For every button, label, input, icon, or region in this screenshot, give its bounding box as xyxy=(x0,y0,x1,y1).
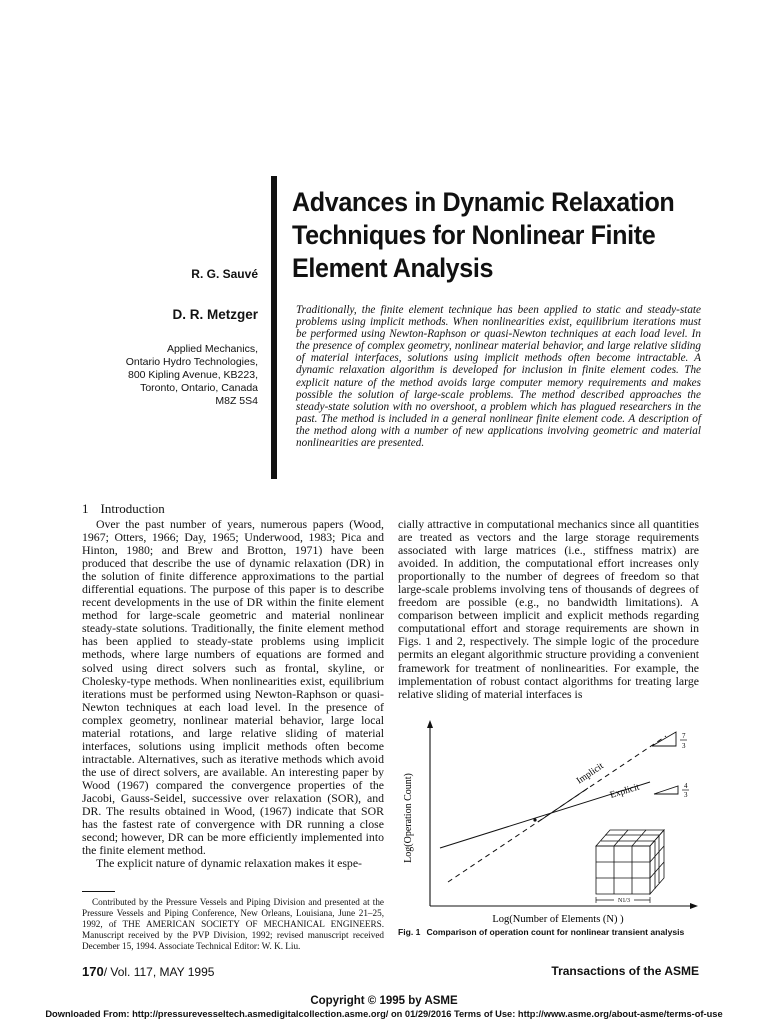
y-axis-label: Log(Operation Count) xyxy=(403,773,414,863)
paragraph: Over the past number of years, numerous papers (Wood, 1967; Otters, 1966; Day, 1965; Underwood, 1983; Pica and Hinton, 1980; and Brew and Brotton, 1971) have been produced that describe the use of dynamic relaxation (DR) in the solution of finite difference approximations to the partial differential equations. The purpose of this paper is to describe recent developments in the use of DR within the finite element method for large-scale geometric and material nonlinear steady-state solutions. Traditionally, the finite element method has been applied to steady-state problems using implicit methods, where large numbers of equations are formed and solved using direct solvers such as frontal, skyline, or Cholesky-type methods. When nonlinearities exist, equilibrium iterations must be performed using Newton-Raphson or quasi-Newton techniques at each load level. In the presence of complex geometry, nonlinear material behavior, large local material rotations, and large relative sliding of material interfaces, solutions using implicit methods often become intractable. Alternatives, such as iterative methods which avoid the use of direct solvers, are available. An interesting paper by Wood (1967) compared the convergence properties of the Jacobi, Gauss-Seidel, successive over relaxation (SOR), and DR. The results obtained in Wood, (1967) indicate that SOR has the fastest rate of convergence with DR running a close second; however, DR can be more efficiently implemented into the finite element method. xyxy=(82,517,384,858)
affiliation-line: Toronto, Ontario, Canada M8Z 5S4 xyxy=(140,382,258,407)
cube-dimension-label: N1/3 xyxy=(618,898,630,904)
author-sauve: R. G. Sauvé xyxy=(191,267,258,281)
x-axis-arrow xyxy=(690,903,698,909)
caption-text: Comparison of operation count for nonlinear transient analysis xyxy=(426,927,685,937)
figure-caption xyxy=(398,927,700,938)
implicit-slope-triangle xyxy=(652,732,676,746)
section-heading xyxy=(82,501,165,517)
section-title: Introduction xyxy=(100,501,165,516)
paragraph: The explicit nature of dynamic relaxation makes it espe- xyxy=(96,856,362,871)
title-line: Advances in Dynamic Relaxation xyxy=(292,187,675,217)
x-axis-label: Log(Number of Elements (N) ) xyxy=(492,914,624,925)
affiliation-line: Applied Mechanics, xyxy=(166,343,258,355)
affiliation-line: 800 Kipling Avenue, KB223, xyxy=(128,369,258,381)
page-number-line xyxy=(82,964,214,979)
copyright-notice: Copyright © 1995 by ASME xyxy=(310,995,458,1007)
body-column-left xyxy=(82,518,384,870)
footnote: Contributed by the Pressure Vessels and Piping Division and presented at the Pressure Vessels and Piping Conference, New Orleans, Louisiana, June 21–25, 1992, of THE AMERICAN SOCIETY OF MECHANICAL ENGINEERS. Manuscript received by the PVP Division, 1992; revised manuscript received December 15, 1994. Associate Technical Editor: W. K. Liu. xyxy=(82,897,384,951)
page-number: 170 xyxy=(82,964,104,979)
journal-name: Transactions of the ASME xyxy=(551,964,699,978)
caption-label: Fig. 1 xyxy=(398,927,421,937)
download-notice: Downloaded From: http://pressurevesseltech.asmedigitalcollection.asme.org/ on 01/29/2016 Terms of Use: http://www.asme.org/about-asme/terms-of-use xyxy=(45,1009,723,1019)
paragraph: cially attractive in computational mechanics since all quantities are treated as vectors and the large storage requirements associated with large matrices (i.e., stiffness matrix) are avoided. In addition, the computational effort increases only proportionally to the number of degrees of freedom so that large-scale problems involving tens of thousands of degrees of freedom are possible (e.g., no bandwidth limitations). A comparison between implicit and explicit methods regarding computational effort and storage requirements are shown in Figs. 1 and 2, respectively. The simple logic of the procedure permits an elegant algorithmic structure providing a convenient framework for treatment of nonlinearities. For example, the implementation of robust contact algorithms for treating large relative sliding of material interfaces is xyxy=(398,517,699,701)
author-metzger: D. R. Metzger xyxy=(172,307,258,322)
y-axis-arrow xyxy=(427,720,433,728)
footnote-rule xyxy=(82,891,115,892)
explicit-slope-num: 4 xyxy=(684,782,688,790)
abstract: Traditionally, the finite element technique has been applied to static and steady-state problems using implicit methods. When nonlinearities exist, equilibrium iterations must be performed using Newton-Raphson or quasi-Newton techniques at each load level. In the presence of complex geometry, nonlinear material behavior, and large relative sliding of material interfaces, solutions using implicit methods often become intractable. A dynamic relaxation algorithm is developed for inclusion in finite element codes. The explicit nature of the method avoids large computer memory requirements and makes possible the solution of large-scale problems. The method described approaches the steady-state solution with no overshoot, a problem which has plagued researchers in the past. The method is included in a general nonlinear finite element code. A description of the method along with a number of new applications involving geometric and material nonlinearities are presented. xyxy=(296,304,701,450)
title-line: Element Analysis xyxy=(292,253,494,283)
title-line: Techniques for Nonlinear Finite xyxy=(292,220,656,250)
body-column-right xyxy=(398,518,699,701)
figure-1 xyxy=(398,718,700,930)
explicit-label: Explicit xyxy=(608,782,641,801)
explicit-slope-den: 3 xyxy=(684,791,688,799)
explicit-slope-triangle xyxy=(654,786,678,794)
implicit-slope-den: 3 xyxy=(682,742,686,750)
implicit-line-solid xyxy=(538,788,588,822)
author-affiliation xyxy=(120,343,258,408)
intersection-point xyxy=(533,818,536,821)
element-cube xyxy=(596,830,664,894)
section-number: 1 xyxy=(82,501,89,516)
title-divider-bar xyxy=(271,176,277,479)
implicit-slope-num: 7 xyxy=(682,732,686,740)
affiliation-line: Ontario Hydro Technologies, xyxy=(125,356,258,368)
article-title xyxy=(292,186,701,285)
implicit-label: Implicit xyxy=(575,761,606,787)
volume-info: / Vol. 117, MAY 1995 xyxy=(103,965,215,979)
